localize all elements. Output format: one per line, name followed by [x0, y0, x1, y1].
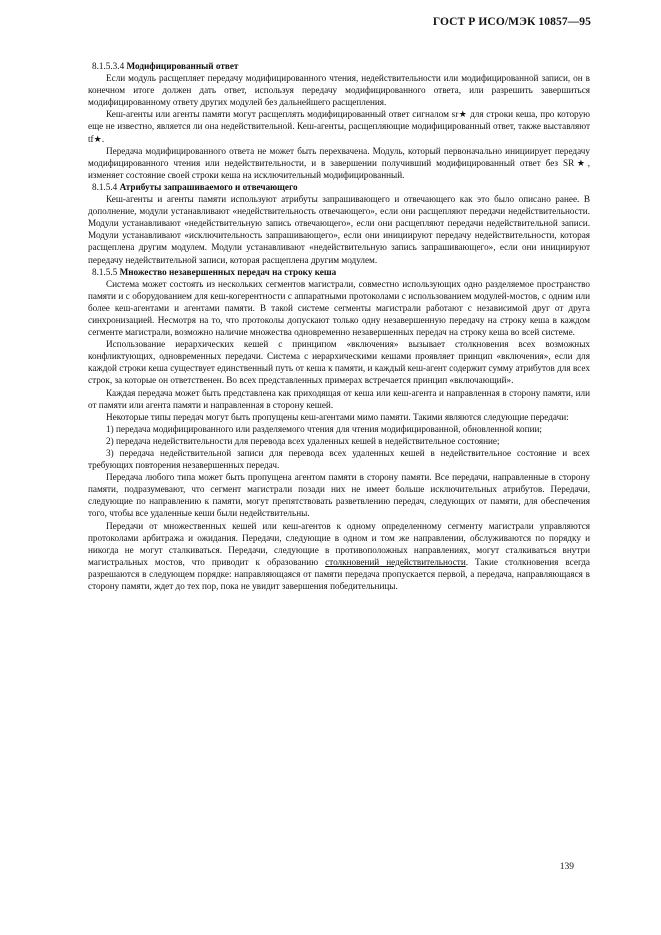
- page-number: 139: [559, 862, 574, 872]
- paragraph-text: Передачи от множественных кешей или кеш-агентов к одному определенному сегменту магистрали управляются протоколами арбитража и ожидания. Передачи, следующие в одном и том же направлении, обслуживаются по порядку и никогда не могут сталкиваться. Передачи, следующие в противоположных направлениях, могут сталкиваться внутри магистральных мостов, что приводит к образованию: [88, 520, 590, 567]
- paragraph: Система может состоять из нескольких сегментов магистрали, совместно использующих одно разделяемое пространство памяти и с оборудованием для кеш-когерентности с аппаратными протоколами с использованием модулей-мостов, с одним или более кеш-агентами и агентами памяти. В такой системе сегменты магистрали работают с независимой друг от друга синхронизацией. Несмотря на то, что протоколы допускают только одну незавершенную передачу на строку кеша в каждом сегменте магистрали, возможно наличие множества одновременно незавершенных передач на строку кеша во всей системе.: [88, 278, 590, 338]
- section-number: 8.1.5.3.4: [92, 61, 125, 71]
- section-title: Модифицированный ответ: [126, 61, 239, 71]
- paragraph: Кеш-агенты и агенты памяти используют атрибуты запрашивающего и отвечающего как это было описано ранее. В дополнение, модули устанавливают «недействительность отвечающего», если они расщепляют передачи недействительности. Модули устанавливают «недействительную запись отвечающего», если они расщепляют передачи недействительной записи. Модули устанавливают «исключительность запрашивающего», если они инициируют передачу недействительности, которая расщеплена другим модулем. Модули устанавливают «недействительную запись запрашивающего», если они инициируют передачу недействительной записи, которая расщеплена другим модулем.: [88, 194, 590, 265]
- section-number: 8.1.5.5: [92, 266, 118, 277]
- list-item: 1) передача модифицированного или разделяемого чтения для чтения модифицированной, обновленной копии;: [106, 423, 542, 434]
- paragraph-text: . Такие столкновения всегда разрешаются в следующем порядке: направляющаяся от памяти передача пропускается первой, а передача, направляющаяся в сторону памяти, ждет до тех пор, пока не увидит завершения победительницы.: [88, 556, 591, 592]
- standard-header: ГОСТ Р ИСО/МЭК 10857—95: [432, 16, 591, 28]
- paragraph: Передача модифицированного ответа не может быть перехвачена. Модуль, который первоначально инициирует передачу модифицированного чтения или недействительности, и в завершении получивший модифицированный ответ без SR★, изменяет состояние своей строки кеша на исключительный модифицированный.: [88, 145, 590, 180]
- section-heading-8-1-5-4: [88, 181, 590, 193]
- paragraph: Некоторые типы передач могут быть пропущены кеш-агентами мимо памяти. Такими являются следующие передачи:: [106, 411, 569, 422]
- section-title: Атрибуты запрашиваемого и отвечающего: [119, 181, 298, 192]
- section-number: 8.1.5.4: [92, 181, 118, 192]
- list-item: 3) передача недействительной записи для перевода всех удаленных кешей в недействительное состояние и всех требующих повторения незавершенных передач.: [88, 448, 590, 471]
- section-title: Множество незавершенных передач на строку кеша: [119, 266, 337, 277]
- paragraph: Кеш-агенты или агенты памяти могут расщеплять модифицированный ответ сигналом sr★ для строки кеша, про которую еще не известно, является ли она недействительной. Кеш-агенты, расщепляющие модифицированный ответ, также выставляют tf★.: [88, 109, 590, 144]
- page-body: [88, 60, 590, 592]
- list-item: 2) передача недействительности для перевода всех удаленных кешей в недействительное состояние;: [106, 435, 500, 446]
- section-heading-8-1-5-5: [88, 266, 590, 278]
- underlined-term: столкновений недействительности: [325, 556, 466, 567]
- paragraph: Каждая передача может быть представлена как приходящая от кеша или кеш-агента и направленная в сторону памяти, или от памяти или агента памяти и направленная в сторону кешей.: [88, 387, 590, 410]
- paragraph: Использование иерархических кешей с принципом «включения» вызывает столкновения всех возможных конфликтующих, одновременных передачи. Система с иерархическими кешами проявляет принцип «включения», если для каждой строки кеша существует единственный путь от кеша к памяти, и каждый кеш-агент содержит сумму атрибутов для всех строк, за которые он ответственен. Во всех представленных примерах встречается принцип «включающий».: [88, 339, 590, 386]
- paragraph: [88, 520, 590, 593]
- paragraph: Передача любого типа может быть пропущена агентом памяти в сторону памяти. Все передачи, направленные в сторону памяти, подразумевают, что сегмент магистрали позади них не имеет больше исключительных атрибутов. Передачи, следующие по направлению к памяти, могут препятствовать разветвлению передач, следующих от памяти, для обеспечения того, чтобы все удаленные кеши были недействительны.: [88, 472, 590, 519]
- section-heading-8-1-5-3-4: [88, 60, 590, 72]
- paragraph: Если модуль расщепляет передачу модифицированного чтения, недействительности или модифицированной записи, он в конечном итоге должен дать ответ, используя передачу модифицированного ответа, или разрешить завершиться модифицированному ответу других модулей без дальнейшего расщепления.: [88, 73, 590, 108]
